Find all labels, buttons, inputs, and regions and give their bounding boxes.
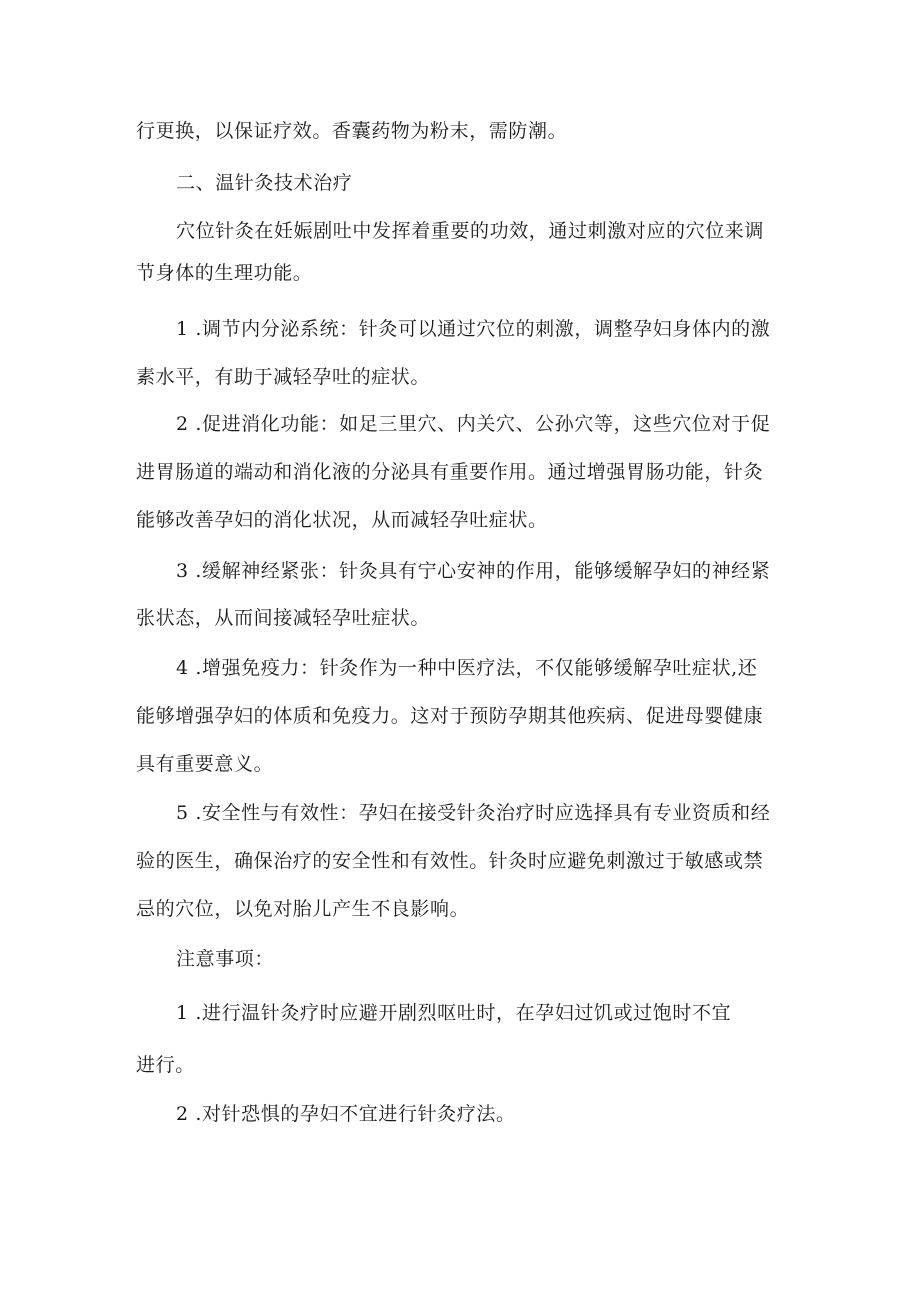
notes-heading: 注意事项：: [176, 948, 275, 970]
paragraph-line: 节身体的生理功能。: [136, 262, 313, 284]
paragraph-line: 验的医生，确保治疗的安全性和有效性。针灸时应避免刺激过于敏感或禁: [136, 850, 764, 872]
paragraph-line: 素水平，有助于减轻孕吐的症状。: [136, 366, 431, 388]
paragraph-line: 穴位针灸在妊娠剧吐中发挥着重要的功效，通过刺激对应的穴位来调: [176, 220, 765, 242]
section-heading: 二、温针灸技术治疗: [176, 172, 353, 194]
paragraph-line: 能够增强孕妇的体质和免疫力。这对于预防孕期其他疾病、促进母婴健康: [136, 705, 764, 727]
list-item-line: 3 .缓解神经紧张：针灸具有宁心安神的作用，能够缓解孕妇的神经紧: [176, 560, 771, 582]
list-item-line: 5 .安全性与有效性：孕妇在接受针灸治疗时应选择具有专业资质和经: [176, 802, 771, 824]
list-item-line: 1 .调节内分泌系统：针灸可以通过穴位的刺激，调整孕妇身体内的激: [176, 318, 771, 340]
list-item-line: 2 .对针恐惧的孕妇不宜进行针灸疗法。: [176, 1103, 516, 1125]
list-item-line: 4 .增强免疫力：针灸作为一种中医疗法，不仅能够缓解孕吐症状,还: [176, 657, 758, 679]
list-item-line: 1 .进行温针灸疗时应避开剧烈呕吐时，在孕妇过饥或过饱时不宜: [176, 1002, 732, 1024]
paragraph-line: 忌的穴位，以免对胎儿产生不良影响。: [136, 898, 470, 920]
paragraph-line: 张状态，从而间接减轻孕吐症状。: [136, 607, 431, 629]
paragraph-line: 行更换，以保证疗效。香囊药物为粉末，需防潮。: [136, 120, 568, 142]
paragraph-line: 具有重要意义。: [136, 753, 274, 775]
paragraph-line: 能够改善孕妇的消化状况，从而减轻孕吐症状。: [136, 509, 548, 531]
list-item-line: 2 .促进消化功能：如足三里穴、内关穴、公孙穴等，这些穴位对于促: [176, 413, 771, 435]
paragraph-line: 进胃肠道的端动和消化液的分泌具有重要作用。通过增强胃肠功能，针灸: [136, 461, 764, 483]
paragraph-line: 进行。: [136, 1054, 195, 1076]
